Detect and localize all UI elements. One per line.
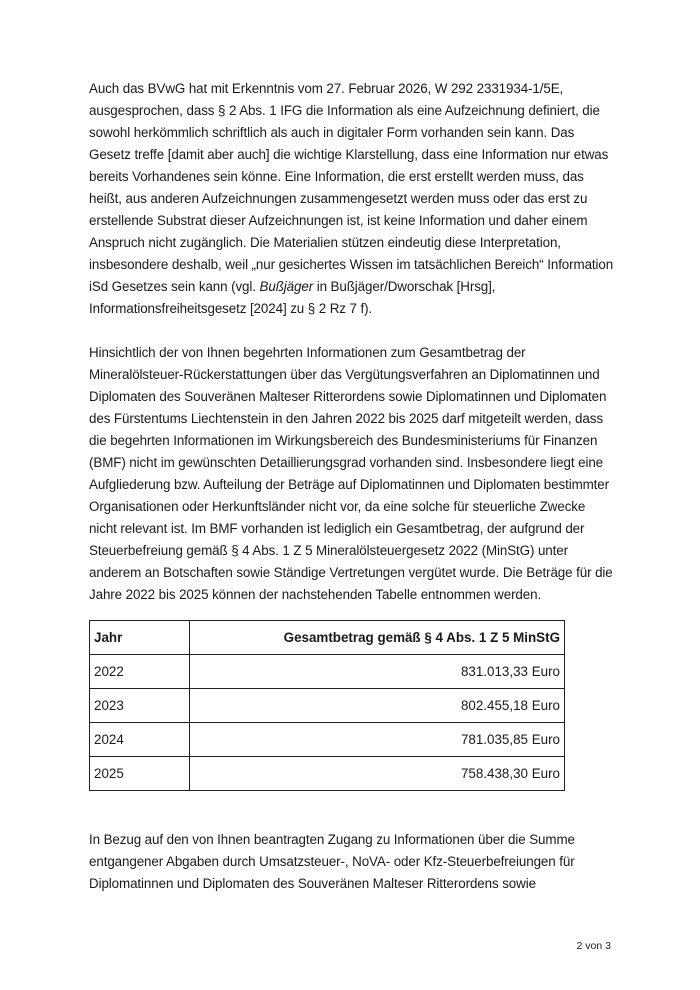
column-header-total-amount: Gesamtbetrag gemäß § 4 Abs. 1 Z 5 MinStG [190, 621, 565, 655]
table-cell-amount: 781.035,85 Euro [190, 723, 565, 757]
paragraph-mineral-oil-refunds: Hinsichtlich der von Ihnen begehrten Informationen zum Gesamtbetrag der Mineralölsteuer-Rückerstattungen über das Vergütungsverfahren an Diplomatinnen und Diplomaten des Souveränen Malteser Ritterordens sowie Diplomatinnen und Diplomaten des Fürstentums Liechtenstein in den Jahren 2022 bis 2025 darf mitgeteilt werden, dass die begehrten Informationen im Wirkungsbereich des Bundesministeriums für Finanzen (BMF) nicht im gewünschten Detaillierungsgrad vorhanden sind. Insbesondere liegt eine Aufgliederung bzw. Aufteilung der Beträge auf Diplomatinnen und Diplomaten bestimmter Organisationen oder Herkunftsländer nicht vor, da eine solche für steuerliche Zwecke nicht relevant ist. Im BMF vorhanden ist lediglich ein Gesamtbetrag, der aufgrund der Steuerbefreiung gemäß § 4 Abs. 1 Z 5 Mineralölsteuergesetz 2022 (MinStG) unter anderem an Botschaften sowie Ständige Vertretungen vergütet wurde. Die Beträge für die Jahre 2022 bis 2025 können der nachstehenden Tabelle entnommen werden. [89, 345, 613, 602]
table-cell-amount: 802.455,18 Euro [190, 689, 565, 723]
table-header-row [90, 621, 565, 655]
table-row [90, 757, 565, 791]
amounts-table [89, 620, 565, 791]
table-cell-year: 2022 [90, 655, 190, 689]
author-emphasis: Bußjäger [259, 279, 314, 294]
paragraph-tax-exemptions: In Bezug auf den von Ihnen beantragten Zugang zu Informationen über die Summe entgangener Abgaben durch Umsatzsteuer-, NoVA- oder Kfz-Steuerbefreiungen für Diplomatinnen und Diplomaten des Souveränen Malteser Ritterordens sowie [89, 832, 575, 891]
table-row [90, 689, 565, 723]
table-row [90, 655, 565, 689]
column-header-year: Jahr [90, 621, 190, 655]
paragraph-text: in Bußjäger/Dworschak [Hrsg], Informationsfreiheitsgesetz [2024] zu § 2 Rz 7 f). [89, 279, 496, 316]
table-cell-year: 2024 [90, 723, 190, 757]
table-cell-year: 2025 [90, 757, 190, 791]
table-cell-amount: 831.013,33 Euro [190, 655, 565, 689]
page-number: 2 von 3 [576, 940, 611, 952]
table-row [90, 723, 565, 757]
table-cell-year: 2023 [90, 689, 190, 723]
table-cell-amount: 758.438,30 Euro [190, 757, 565, 791]
paragraph-text: Auch das BVwG hat mit Erkenntnis vom 27. Februar 2026, W 292 2331934-1/5E, ausgesprochen, dass § 2 Abs. 1 IFG die Information als eine Aufzeichnung definiert, die sowohl herkömmlich schriftlich als auch in digitaler Form vorhanden sein kann. Das Gesetz treffe [damit aber auch] die wichtige Klarstellung, dass eine Information nur etwas bereits Vorhandenes sein könne. Eine Information, die erst erstellt werden muss, das heißt, aus anderen Aufzeichnungen zusammengesetzt werden muss oder das erst zu erstellende Substrat dieser Aufzeichnungen ist, ist keine Information und daher einem Anspruch nicht zugänglich. Die Materialien stützen eindeutig diese Interpretation, insbesondere deshalb, weil „nur gesichertes Wissen im tatsächlichen Bereich“ Information iSd Gesetzes sein kann (vgl. [89, 81, 614, 294]
paragraph-bvwg-decision [89, 78, 615, 320]
document-body [89, 78, 615, 895]
